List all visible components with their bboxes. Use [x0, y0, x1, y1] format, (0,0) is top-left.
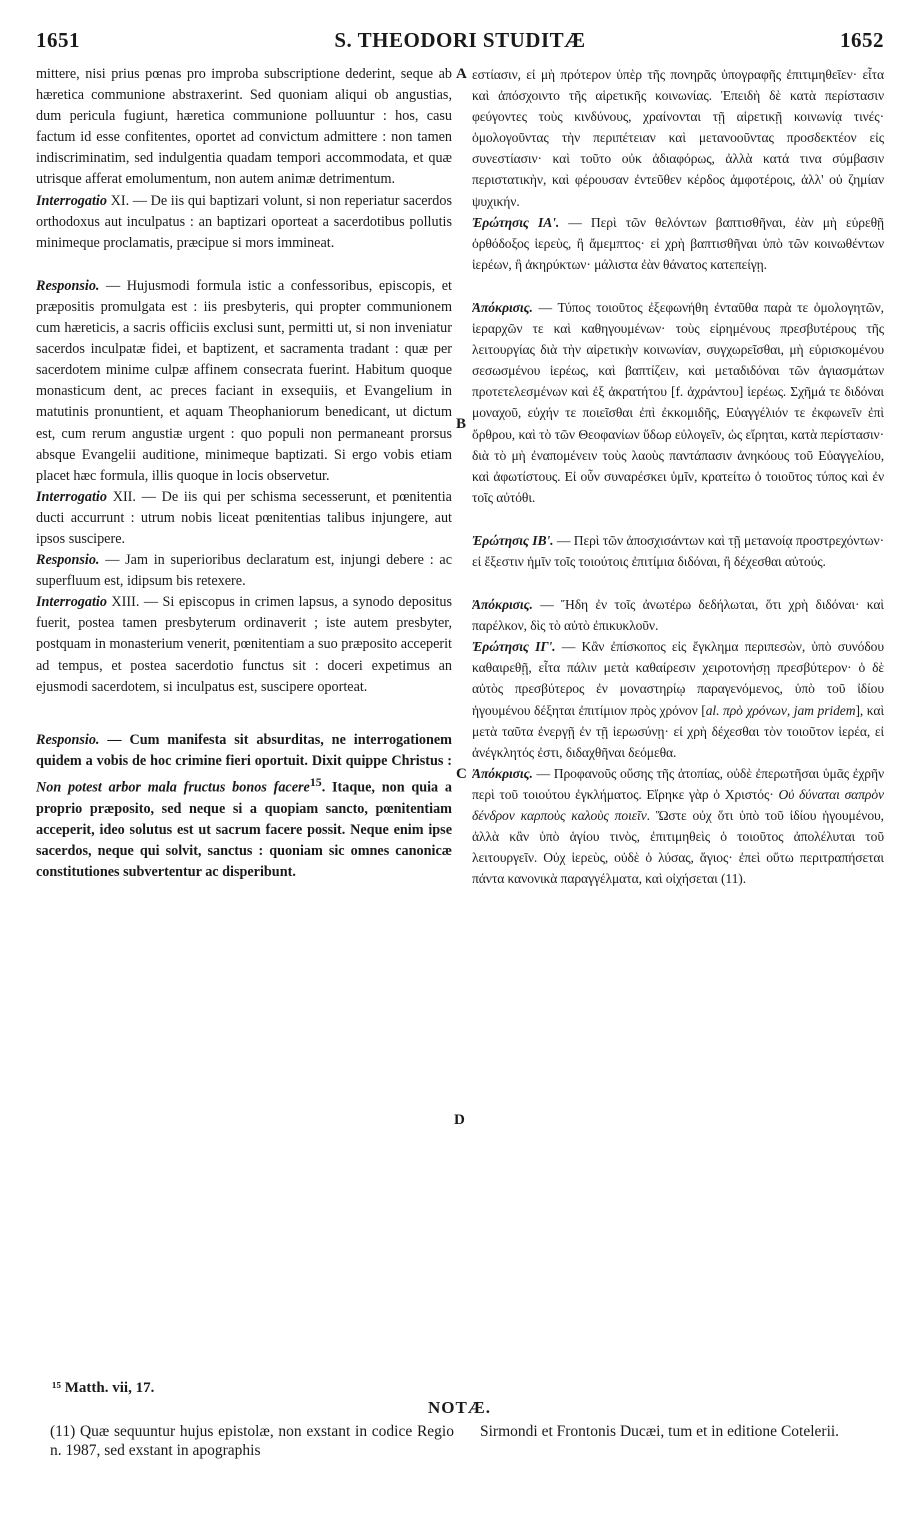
notes-heading: NOTÆ.	[427, 1398, 492, 1417]
latin-response-11	[36, 276, 452, 487]
response-text-cont: . Ὥστε οὐχ ὅτι ὑπὸ τοῦ ἰδίου ἡγουμένου, ἀλλὰ κἂν ὑπὸ ἁγίου τινὸς, ἐπιτιμηθεὶς ὁ τοιοῦτος ἀπολέλυται τοῦ λειτουργεῖν. Οὐχ ἱερεὺς, οὐδὲ ὁ λύσας, ἅγιος· ἐπεὶ οὕτω περιτραπήσεται πάντα κανονικὰ παραγγέλματα, καὶ οἰχήσεται (11).	[472, 808, 884, 887]
greek-column	[472, 64, 884, 1364]
latin-response-13	[36, 730, 452, 883]
question-label: Interrogatio	[36, 594, 107, 611]
footnote-ref: 15	[309, 774, 322, 789]
greek-response-11	[472, 297, 884, 508]
latin-question-11	[36, 191, 452, 254]
question-number: XIII.	[106, 594, 140, 611]
question-text: — De iis qui per schisma secesserunt, et pœnitentia ducti accurrunt : utrum nobis liceat pœnitentias talibus injungere, aut ipsos suscipere.	[36, 488, 452, 547]
variant-reading: al. πρὸ χρόνων, jam pridem	[705, 702, 856, 718]
response-label: Ἀπόκρισις.	[472, 765, 533, 781]
scripture-quote: Non potest arbor mala fructus bonos facere	[36, 779, 310, 796]
question-text: — Περὶ τῶν θελόντων βαπτισθῆναι, ἐὰν μὴ εὑρεθῇ ὀρθόδοξος ἱερεὺς, ἢ ἄμεμπτος· εἰ χρὴ βαπτισθῆναι ὑπὸ τῶν κοινωθέντων ἱερέων, ἢ ἀκηρύκτων· μάλιστα ἐὰν θάνατος κατεπείγῃ.	[472, 214, 884, 272]
note-11-right: Sirmondi et Frontonis Ducæi, tum et in editione Cotelerii.	[480, 1423, 840, 1440]
page-header	[36, 28, 884, 62]
greek-response-13	[472, 763, 884, 890]
question-text: — Si episcopus in crimen lapsus, a synodo depositus fuerit, postea tamen presbyterum ordinaverit ; iste autem presbyter, postquam in monasterium venerit, pœnitentiam a suo præposito acceperit ad tempus, et postea sacerdotio functus sit : doceri expetimus an ejusmodi sacerdotem, si inculpatus est, suscipere oporteat.	[36, 594, 452, 695]
margin-marker-b: B	[456, 416, 467, 432]
running-title: S. THEODORI STUDITÆ	[334, 28, 586, 52]
page-number-left: 1651	[36, 28, 80, 52]
response-text: — Προφανοῦς οὔσης τῆς ἀτοπίας, οὐδὲ ἐπερωτῆσαι ὑμᾶς ἐχρῆν περὶ τοῦ τοιούτου ἐγκλήματος. Εἴρηκε γὰρ ὁ Χριστός·	[472, 765, 884, 802]
latin-paragraph-intro: mittere, nisi prius pœnas pro improba subscriptione dederint, seque ab hæretica communione abstraxerint. Sed quoniam aliqui ob angustias, dum pericula fugiunt, hæretica communione polluuntur : hos, casu factum id esse confitentes, oportet ad convictum admittere : non tamen indiscriminatim, sed indulgentia quadam tempori accommodata, et quæ utrisque afferat emolumentum, non autem animæ detrimentum.	[36, 66, 452, 188]
question-number: XII.	[106, 488, 136, 505]
response-label: Ἀπόκρισις.	[472, 299, 533, 315]
question-label: Interrogatio	[36, 488, 107, 505]
response-text: — Jam in superioribus declaratum est, injungi debere : ac superfluum est, idipsum bis retexere.	[36, 552, 452, 590]
response-text-cont: . Itaque, non quia a proprio præposito, sed neque si a quopiam sancto, pœnitentiam acceperit, ideo solutus est ut sacrum facere possit. Neque enim ipse sacerdos, neque qui solvit, sanctus : quoniam sic omnes canonicæ constitutiones subvertentur ac disperibunt.	[36, 779, 452, 881]
greek-paragraph-intro: εστίασιν, εἰ μὴ πρότερον ὑπὲρ τῆς πονηρᾶς ὑπογραφῆς ἐπιτιμηθεῖεν· εἶτα καὶ ἀπόσχοιντο τῆς αἱρετικῆς κοινωνίας. Ἐπειδὴ δὲ κατὰ περίστασιν φεύγοντες τοὺς κινδύνους, χραίνονται τῇ αἱρετικῇ κοινωνίᾳ τινές· ὁμολογοῦντας τὴν περιπέτειαν καὶ μετανοοῦντας προσδεκτέον εἰς συνεστίασιν· καὶ τοῦτο οὐκ ἀδιαφόρως, ἀλλὰ κατά τινα σύμβασιν περιστατικὴν, καὶ φέρουσαν ἐντεῦθεν κέρδος ἀμφοτέροις, ἀλλ' οὐ ζημίαν ψυχικήν.	[472, 67, 884, 209]
latin-column	[36, 64, 452, 1364]
question-text-cont: ], καὶ μετὰ ταῦτα ἐνεργῇ ἐν τῇ ἱερωσύνῃ· εἰ χρὴ δέχεσθαι τὸν τοιοῦτον ἱερέα, εἰ ἀνέγκλητός ἐστι, διδαχθῆναι δεόμεθα.	[472, 702, 884, 760]
question-label: Ἐρώτησις ΙΒ'.	[472, 532, 554, 548]
latin-question-12	[36, 487, 452, 550]
latin-response-12	[36, 550, 452, 592]
page-number-right: 1652	[840, 28, 884, 52]
question-number: XI.	[106, 192, 130, 209]
margin-marker-a: A	[456, 66, 467, 82]
response-label: Ἀπόκρισις.	[472, 597, 533, 613]
response-label: Responsio.	[36, 277, 100, 294]
response-text: — Cum manifesta sit absurditas, ne interrogationem quidem a vobis de hoc crimine fieri oportuit. Dixit quippe Christus :	[36, 731, 452, 769]
response-text: — Hujusmodi formula istic a confessoribus, episcopis, et præpositis promulgata est : iis presbyteris, qui propter communionem cum hæreticis, a sacris officiis exclusi sunt, permitti ut, si non inveniatur sacerdos inculpatæ fidei, et baptizent, et sacramenta tradant : quæ per sacerdotem minime culpæ affinem consecrata fuerint. Habitum quoque monasticum dent, ac preces faciant in exsequiis, et Evangelium in matutinis pronuntient, et aquam Theophaniorum benedicant, ut dictum est, cum rerum angustiæ urgent : quo populi non permaneant prorsus absque Evangelii auditione, minimeque baptizati. Si ergo vobis etiam placet hæc formula, illis quoque in locis observetur.	[36, 277, 452, 484]
response-label: Responsio.	[36, 731, 100, 748]
greek-question-11	[472, 212, 884, 275]
margin-marker-d: D	[454, 1112, 465, 1128]
question-text: — Περὶ τῶν ἀποσχισάντων καὶ τῇ μετανοίᾳ προστρεχόντων· εἰ ἔξεστιν ἡμῖν τοῖς τοιούτοις ἐπιτίμια διδόναι, ἢ δέχεσθαι αὐτούς.	[472, 532, 884, 569]
greek-response-12	[472, 594, 884, 636]
footnote: ¹⁵ Matth. vii, 17.	[52, 1380, 155, 1396]
question-label: Ἐρώτησις ΙΓ'.	[472, 639, 556, 655]
question-label: Interrogatio	[36, 192, 107, 209]
response-text: — Τύπος τοιοῦτος ἐξεφωνήθη ἐνταῦθα παρὰ τε ὁμολογητῶν, ἱεραρχῶν τε καὶ καθηγουμένων· τοὺς εἰρημένους πρεσβυτέρους τῆς λειτουργίας διὰ τὴν αἱρετικὴν κοινωνίαν, συγχωρεῖσθαι, μὴ εὑρισκομένου σεσωσμένου ἱερέως, καὶ βαπτίζειν, καὶ μεταδιδόναι τῶν ἁγιασμάτων προτετελεσμένων καὶ ἐξ ἀκρατήτου [f. ἀχράντου] ἱερέως. Σχῆμά τε διδόναι μοναχοῦ, εὐχήν τε ποιεῖσθαι ἐπὶ ἐκκομιδῆς, Εὐαγγέλιόν τε ἐκφωνεῖν ἐπὶ ὄρθρου, καὶ τὸ τῶν Θεοφανίων ὕδωρ εὐλογεῖν, ὡς εἴρηται, κατὰ περίστασιν· διὰ τὸ μὴ ἐναπομένειν τοὺς λαοὺς παντάπασιν ἀνηκόους τοῦ Εὐαγγελίου, καὶ ἀφωτίστους. Εἰ οὖν συναρέσκει ὑμῖν, κρατείτω ὁ τοιοῦτος τύπος καὶ ἐν τοῖς αὐτόθι.	[472, 299, 884, 505]
question-label: Ἐρώτησις ΙΑ'.	[472, 214, 560, 230]
greek-question-13	[472, 636, 884, 763]
note-11-left: (11) Quæ sequuntur hujus epistolæ, non exstant in codice Regio n. 1987, sed exstant in apographis	[50, 1423, 454, 1459]
question-text: — Κἂν ἐπίσκοπος εἰς ἔγκλημα περιπεσὼν, ὑπὸ συνόδου καθαιρεθῇ, εἶτα πάλιν μετὰ καθαίρεσιν χειροτονήσῃ πρεσβύτερον· ὁ δὲ αὐτὸς πρεσβύτερος ἐν μοναστηρίῳ παραγενόμενος, ὑπὸ τοῦ ἰδίου ἡγουμένου δέξηται ἐπιτίμιον πρὸς χρόνον [	[472, 639, 884, 718]
question-text: — De iis qui baptizari volunt, si non reperiatur sacerdos orthodoxus aut inculpatus : an baptizari oporteat a sacerdotibus pollutis minimeque proclamatis, præcipue si mors immineat.	[36, 192, 452, 251]
greek-question-12	[472, 530, 884, 572]
response-text: — Ἤδη ἐν τοῖς ἀνωτέρω δεδήλωται, ὅτι χρὴ διδόναι· καὶ παρέλκον, δὶς τὸ αὐτὸ ἐπικυκλοῦν.	[472, 597, 884, 634]
margin-marker-c: C	[456, 766, 467, 782]
latin-question-13	[36, 592, 452, 697]
scripture-quote: Οὐ δύναται σαπρὸν δένδρον καρποὺς καλοὺς ποιεῖν	[472, 786, 884, 823]
response-label: Responsio.	[36, 552, 100, 569]
